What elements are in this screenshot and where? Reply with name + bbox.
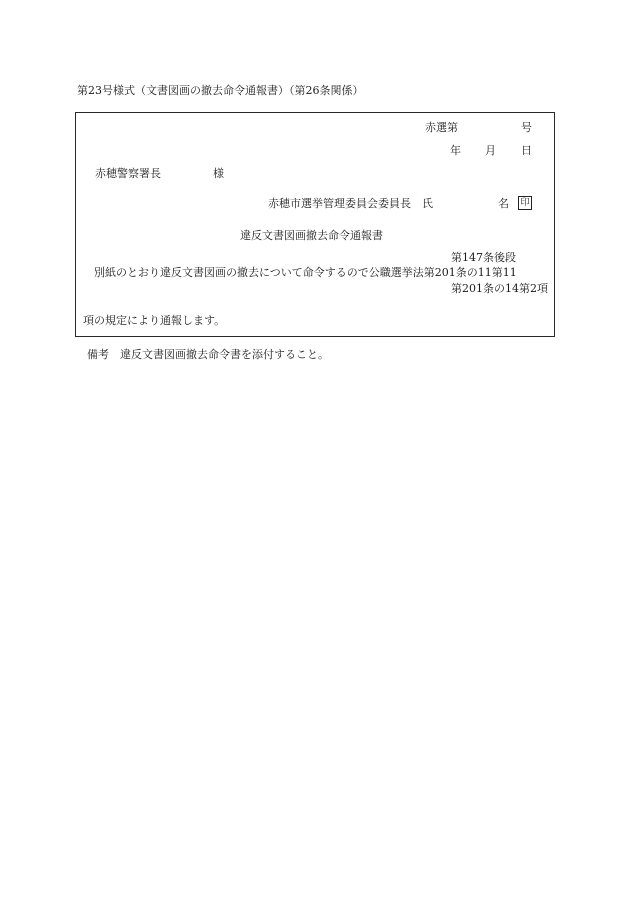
footer-note: 備考 違反文書図画撤去命令書を添付すること。	[87, 348, 329, 361]
body-main: 別紙のとおり違反文書図画の撤去について命令するので公職選挙法第201条の11第11	[94, 266, 517, 279]
date-year: 年	[450, 144, 461, 157]
sender-name-label: 名	[498, 197, 509, 210]
addressee: 赤穂警察署長	[95, 167, 161, 180]
doc-number-label: 赤選第	[425, 121, 458, 134]
body-article-bottom: 第201条の14第2項	[451, 282, 548, 295]
seal-mark: 印	[518, 196, 532, 210]
addressee-honorific: 様	[213, 167, 224, 180]
sender-title: 赤穂市選挙管理委員会委員長 氏	[268, 197, 433, 210]
form-frame	[75, 112, 555, 337]
date-month: 月	[485, 144, 496, 157]
body-tail: 項の規定により通報します。	[83, 314, 226, 327]
form-title: 第23号様式（文書図画の撤去命令通報書）（第26条関係）	[77, 84, 364, 97]
document-title: 違反文書図画撤去命令通報書	[240, 229, 383, 242]
body-article-top: 第147条後段	[451, 251, 516, 264]
doc-number-suffix: 号	[521, 121, 532, 134]
date-day: 日	[521, 144, 532, 157]
